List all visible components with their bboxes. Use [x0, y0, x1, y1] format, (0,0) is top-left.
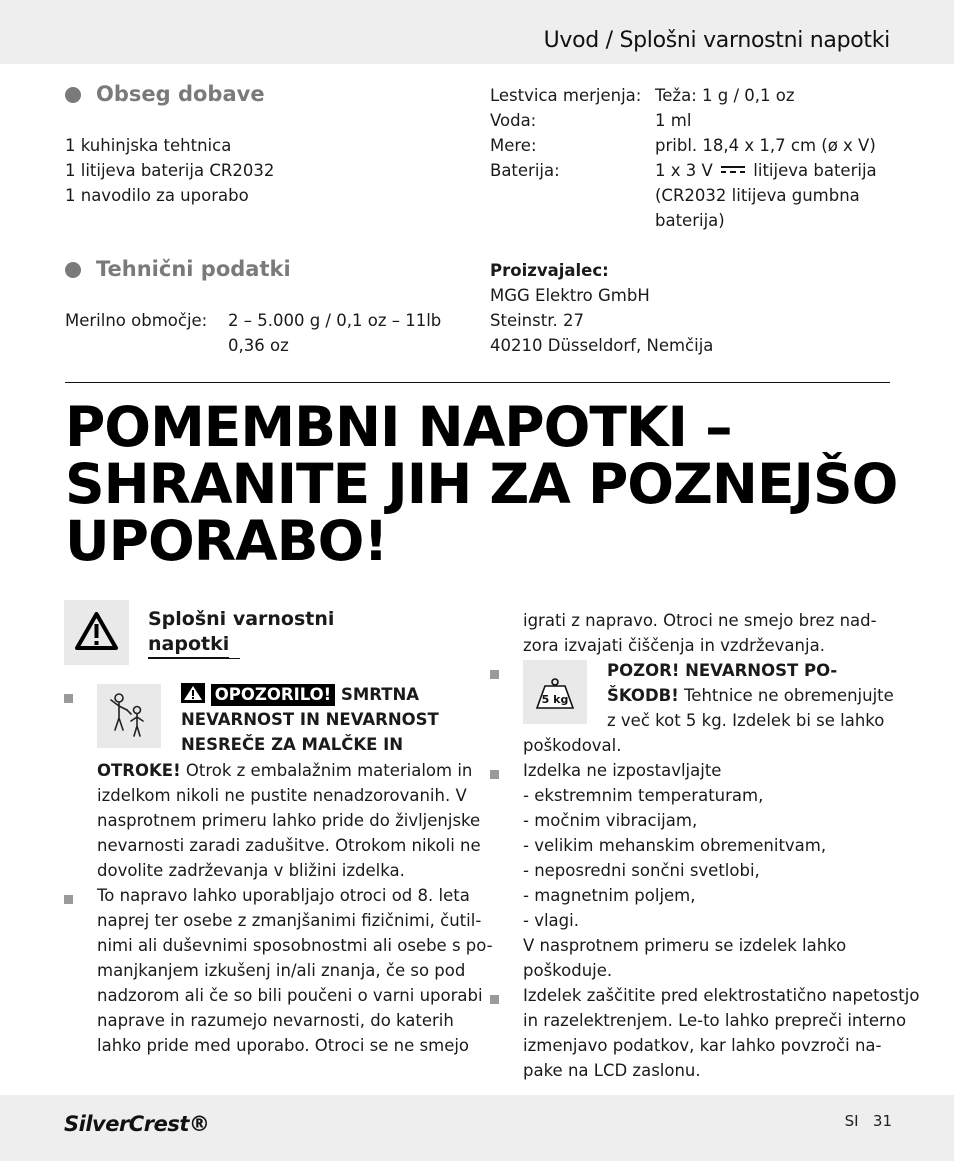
section-bullet-icon — [65, 87, 81, 103]
page-number — [845, 1112, 892, 1130]
expose-text: - neposredni sončni svetlobi, — [523, 861, 760, 880]
spec-label: Baterija: — [490, 161, 560, 180]
warning-head: NESREČE ZA MALČKE IN — [181, 735, 404, 754]
weight-limit-icon — [523, 660, 587, 724]
spec-label: Voda: — [490, 111, 537, 130]
children-text: lahko pride med uporabo. Otroci se ne smejo — [97, 1036, 470, 1055]
spec-value: Teža: 1 g / 0,1 oz — [655, 86, 795, 105]
bullet-square-icon — [64, 694, 73, 703]
children-text: naprej ter osebe z zmanjšanimi fizičnimi, čutil- — [97, 911, 482, 930]
brand-logo: SilverCrest® — [64, 1112, 210, 1136]
warning-headline — [181, 682, 419, 707]
damage-text: z več kot 5 kg. Izdelek bi se lahko — [607, 711, 885, 730]
bullet-square-icon — [490, 770, 499, 779]
warning-text: izdelkom nikoli ne pustite nenadzorovanih. V — [97, 786, 467, 805]
divider — [65, 382, 890, 383]
expose-text: - velikim mehanskim obremenitvam, — [523, 836, 827, 855]
warning-text: nevarnosti zaradi zadušitve. Otrokom nikoli ne — [97, 836, 481, 855]
range-label: Merilno območje: — [65, 311, 208, 330]
manufacturer-line: 40210 Düsseldorf, Nemčija — [490, 336, 714, 355]
warning-triangle-small-icon — [181, 683, 205, 703]
scope-item: 1 navodilo za uporabo — [65, 186, 249, 205]
warning-triangle-icon — [64, 600, 129, 665]
page-header-title: Uvod / Splošni varnostni napotki — [543, 28, 890, 53]
bullet-square-icon — [490, 670, 499, 679]
damage-head: POZOR! NEVARNOST PO- — [607, 661, 838, 680]
spec-value: pribl. 18,4 x 1,7 cm (ø x V) — [655, 136, 876, 155]
damage-head: ŠKODB! — [607, 686, 679, 705]
warning-badge: OPOZORILO! — [211, 684, 335, 706]
battery-type: litijeva baterija — [753, 161, 877, 180]
expose-text: V nasprotnem primeru se izdelek lahko — [523, 936, 847, 955]
esd-text: Izdelek zaščitite pred elektrostatično napetostjo — [523, 986, 920, 1005]
range-value: 0,36 oz — [228, 336, 289, 355]
warning-head: OTROKE! — [97, 761, 181, 780]
page-number-value: 31 — [872, 1112, 892, 1130]
spec-value: baterija) — [655, 211, 725, 230]
expose-text: Izdelka ne izpostavljajte — [523, 761, 722, 780]
expose-text: - močnim vibracijam, — [523, 811, 698, 830]
warning-head: NEVARNOST IN NEVARNOST — [181, 710, 439, 729]
children-text: nadzorom ali če so bili poučeni o varni uporabi — [97, 986, 483, 1005]
range-value: 2 – 5.000 g / 0,1 oz – 11lb — [228, 311, 442, 330]
children-text-cont: zora izvajati čiščenja in vzdrževanja. — [523, 636, 825, 655]
warning-text — [97, 758, 472, 783]
manufacturer-label: Proizvajalec: — [490, 261, 609, 280]
child-hazard-icon — [97, 684, 161, 748]
warning-text-start: Otrok z embalažnim materialom in — [185, 761, 473, 780]
damage-text-start: Tehtnice ne obremenjujte — [684, 686, 894, 705]
battery-voltage: 1 x 3 V — [655, 161, 713, 180]
weight-icon-label: 5 kg — [541, 693, 569, 706]
damage-text — [607, 683, 894, 708]
bullet-square-icon — [490, 995, 499, 1004]
scope-heading: Obseg dobave — [96, 82, 265, 106]
esd-text: izmenjavo podatkov, kar lahko povzroči na- — [523, 1036, 882, 1055]
children-text: manjkanjem izkušenj in/ali znanja, če so pod — [97, 961, 466, 980]
safety-heading-underline — [148, 658, 240, 659]
spec-value — [655, 158, 877, 183]
section-bullet-icon — [65, 262, 81, 278]
scope-item: 1 kuhinjska tehtnica — [65, 136, 232, 155]
expose-text: - vlagi. — [523, 911, 579, 930]
main-title-line: SHRANITE JIH ZA POZNEJŠO — [65, 452, 898, 516]
expose-text: - magnetnim poljem, — [523, 886, 696, 905]
children-text-cont: igrati z napravo. Otroci ne smejo brez nad- — [523, 611, 877, 630]
esd-text: pake na LCD zaslonu. — [523, 1061, 701, 1080]
children-text: naprave in razumejo nevarnosti, do katerih — [97, 1011, 454, 1030]
expose-text: poškoduje. — [523, 961, 613, 980]
damage-text: poškodoval. — [523, 736, 622, 755]
manufacturer-line: MGG Elektro GmbH — [490, 286, 650, 305]
spec-value: 1 ml — [655, 111, 692, 130]
safety-heading: Splošni varnostni — [148, 608, 335, 630]
main-title-line: POMEMBNI NAPOTKI – — [65, 395, 732, 459]
esd-text: in razelektrenjem. Le-to lahko prepreči interno — [523, 1011, 907, 1030]
bullet-square-icon — [64, 895, 73, 904]
dc-symbol-icon — [720, 165, 746, 175]
warning-text: dovolite zadrževanja v bližini izdelka. — [97, 861, 405, 880]
spec-label: Mere: — [490, 136, 537, 155]
tech-heading: Tehnični podatki — [96, 257, 291, 281]
spec-label: Lestvica merjenja: — [490, 86, 642, 105]
children-text: To napravo lahko uporabljajo otroci od 8. leta — [97, 886, 470, 905]
safety-heading-2 — [148, 632, 229, 657]
safety-heading-underlined: napotki — [148, 633, 229, 658]
scope-item: 1 litijeva baterija CR2032 — [65, 161, 275, 180]
language-code: SI — [844, 1112, 859, 1130]
main-title-line: UPORABO! — [65, 509, 388, 573]
manufacturer-line: Steinstr. 27 — [490, 311, 584, 330]
children-text: nimi ali duševnimi sposobnostmi ali osebe s po- — [97, 936, 493, 955]
spec-value: (CR2032 litijeva gumbna — [655, 186, 860, 205]
expose-text: - ekstremnim temperaturam, — [523, 786, 764, 805]
warning-text: nasprotnem primeru lahko pride do življenjske — [97, 811, 481, 830]
warning-head: SMRTNA — [340, 685, 420, 704]
